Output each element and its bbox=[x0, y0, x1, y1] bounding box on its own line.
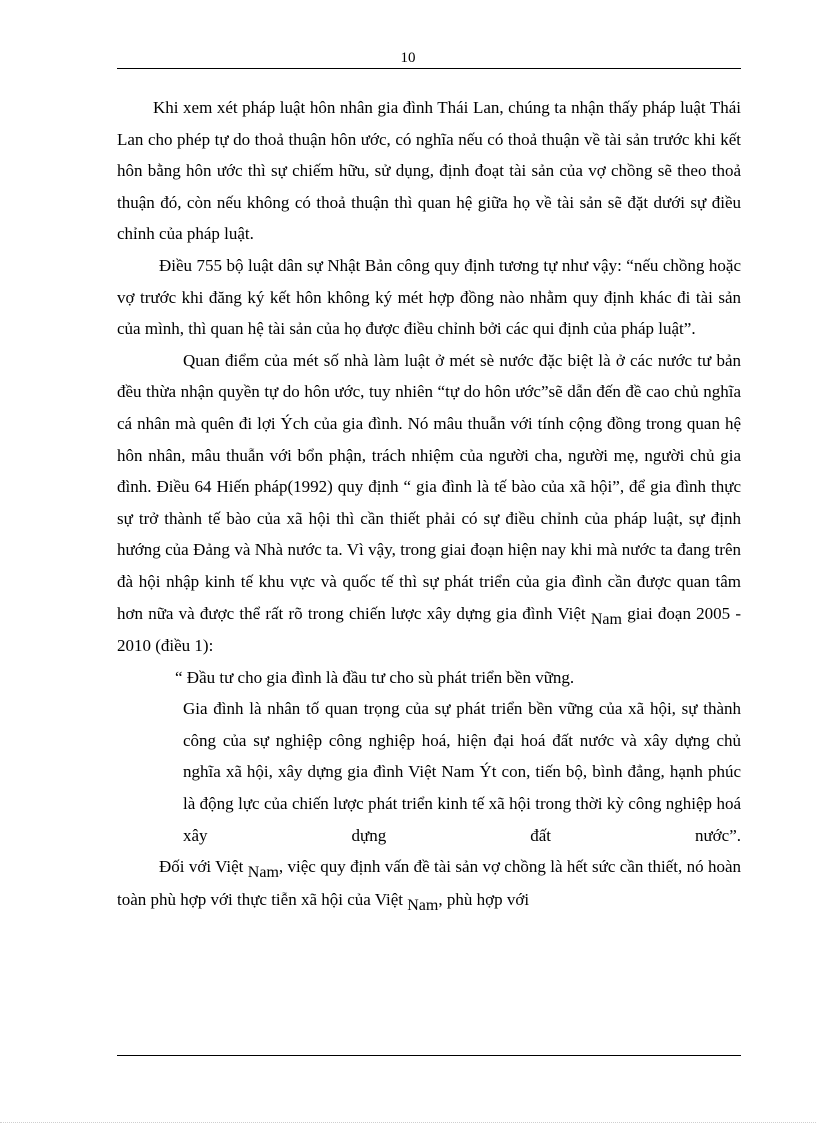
paragraph-vietnam-b: , việc quy định vấn đề tài sản vợ chồng là hết sức cần thiết, nó hoàn toàn phù hợp với thực tiễn xã hội của Việt bbox=[117, 857, 741, 909]
subscript-nam: Nam bbox=[247, 864, 279, 882]
paragraph-vietnam-a: Đối với Việt bbox=[159, 857, 244, 877]
footer-rule bbox=[117, 1055, 741, 1056]
paragraph-thailand: Khi xem xét pháp luật hôn nhân gia đình Thái Lan, chúng ta nhận thấy pháp luật Thái Lan cho phép tự do thoả thuận hôn ước, có nghĩa nếu có thoả thuận về tài sản trước khi kết hôn bằng hôn ước thì sự chiếm hữu, sử dụng, định đoạt tài sản của vợ chồng sẽ theo thoả thuận đó, còn nếu không có thoả thuận thì quan hệ giữa họ về tài sản sẽ đặt dưới sự điều chỉnh của pháp luật. bbox=[117, 98, 741, 244]
paragraph-viewpoint-tail: giai đoạn 2005 - 2010 (điều 1): bbox=[117, 603, 742, 656]
paragraph-vietnam bbox=[117, 851, 741, 916]
document-body bbox=[117, 92, 741, 916]
header-rule bbox=[117, 68, 741, 69]
quote-opening-line: “ Đầu tư cho gia đình là đầu tư cho sù phát triển bền vững. bbox=[175, 667, 575, 687]
subscript-nam: Nam bbox=[407, 896, 439, 914]
paragraph-japan: Điều 755 bộ luật dân sự Nhật Bản công quy định tương tự như vậy: “nếu chồng hoặc vợ trước khi đăng ký kết hôn không ký mét hợp đồng nào nhằm quy định khác đi tài sản của mình, thì quan hệ tài sản của họ được điều chỉnh bởi các qui định của pháp luật”. bbox=[117, 255, 741, 339]
paragraph-vietnam-c: , phù hợp với bbox=[438, 889, 530, 909]
subscript-nam: Nam bbox=[590, 610, 622, 628]
page-number: 10 bbox=[400, 50, 416, 66]
quote-body: Gia đình là nhân tố quan trọng của sự phát triển bền vững của xã hội, sự thành công của sự nghiệp công nghiệp hoá, hiện đại hoá đất nước và xây dựng chủ nghĩa xã hội, xây dựng gia đình Việt Nam Ýt con, tiến bộ, bình đẳng, hạnh phúc là động lực của chiến lược phát triển kinh tế xã hội trong thời kỳ công nghiệp hoá xây dựng đất nước”. bbox=[183, 699, 741, 845]
paragraph-viewpoint bbox=[117, 345, 741, 662]
paragraph-viewpoint-text: Quan điểm của mét số nhà làm luật ở mét sè nước đặc biệt là ở các nước tư bản đều thừa nhận quyền tự do hôn ước, tuy nhiên “tự do hôn ước”sẽ dẫn đến đề cao chủ nghĩa cá nhân mà quên đi lợi Ých của gia đình. Nó mâu thuẫn với tính cộng đồng trong quan hệ hôn nhân, mâu thuẫn với bổn phận, trách nhiệm của người cha, người mẹ, người chủ gia đình. Điều 64 Hiến pháp(1992) quy định “ gia đình là tế bào của xã hội”, để gia đình thực sự trở thành tế bào của xã hội thì cần thiết phải có sự điều chỉnh của pháp luật, sự định hướng của Đảng và Nhà nước ta. Vì vậy, trong giai đoạn hiện nay khi mà nước ta đang trên đà hội nhập kinh tế khu vực và quốc tế thì sự phát triển của gia đình cần được quan tâm hơn nữa và được thể rất rõ trong chiến lược xây dựng gia đình Việt bbox=[117, 350, 741, 623]
